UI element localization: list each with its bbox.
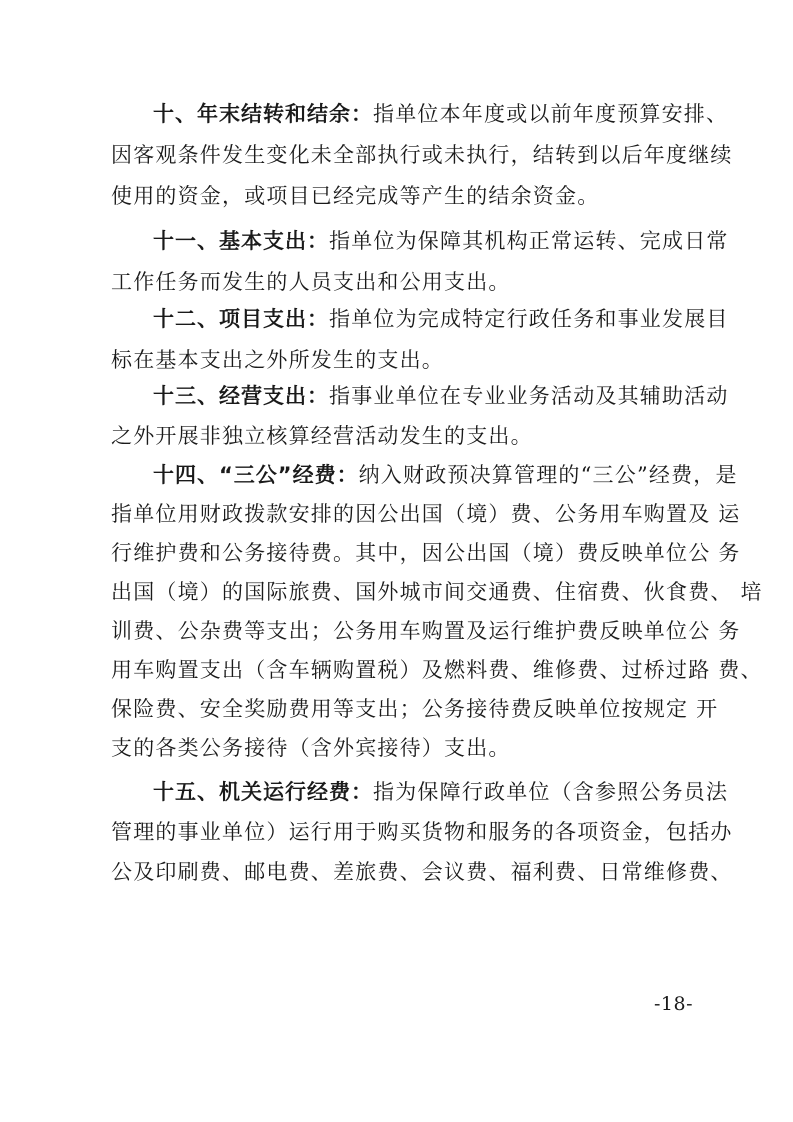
section-11-line-1 xyxy=(153,223,729,259)
section-13-term: 十三、经营支出： xyxy=(153,384,329,408)
section-12-line-2: 标在基本支出之外所发生的支出。 xyxy=(111,348,444,372)
section-10-line-2: 因客观条件发生变化未全部执行或未执行，结转到以后年度继续 xyxy=(111,143,733,167)
section-14-line-3: 行维护费和公务接待费。其中，因公出国（境）费反映单位公 务 xyxy=(111,541,741,565)
section-10-text: 指单位本年度或以前年度预算安排、 xyxy=(373,102,729,126)
section-11-text: 指单位为保障其机构正常运转、完成日常 xyxy=(329,229,729,253)
section-13-line-1 xyxy=(153,378,729,414)
section-14-line-2: 指单位用财政拨款安排的因公出国（境）费、公务用车购置及 运 xyxy=(111,502,741,526)
section-10-line-1 xyxy=(153,96,729,132)
page-number: -18- xyxy=(653,993,693,1015)
section-14-line-6: 用车购置支出（含车辆购置税）及燃料费、维修费、过桥过路 费、 xyxy=(111,658,763,682)
section-15-line-3: 公及印刷费、邮电费、差旅费、会议费、福利费、日常维修费、 xyxy=(111,860,733,884)
section-14-line-7: 保险费、安全奖励费用等支出；公务接待费反映单位按规定 开 xyxy=(111,697,719,721)
section-10-line-3: 使用的资金，或项目已经完成等产生的结余资金。 xyxy=(111,184,600,208)
section-13-text: 指事业单位在专业业务活动及其辅助活动 xyxy=(329,384,729,408)
section-11-line-2: 工作任务而发生的人员支出和公用支出。 xyxy=(111,270,511,294)
section-13-line-2: 之外开展非独立核算经营活动发生的支出。 xyxy=(111,424,533,448)
section-12-text: 指单位为完成特定行政任务和事业发展目 xyxy=(329,307,729,331)
section-15-line-1 xyxy=(153,774,729,810)
section-12-term: 十二、项目支出： xyxy=(153,307,329,331)
section-14-line-5: 训费、公杂费等支出；公务用车购置及运行维护费反映单位公 务 xyxy=(111,619,741,643)
section-14-text: 纳入财政预决算管理的“三公”经费，是 xyxy=(358,463,738,487)
section-15-term: 十五、机关运行经费： xyxy=(153,780,373,804)
section-14-line-1 xyxy=(153,457,738,493)
section-10-term: 十、年末结转和结余： xyxy=(153,102,373,126)
section-14-line-8: 支的各类公务接待（含外宾接待）支出。 xyxy=(111,736,511,760)
section-14-line-4: 出国（境）的国际旅费、国外城市间交通费、住宿费、伙食费、 培 xyxy=(111,580,763,604)
section-15-line-2: 管理的事业单位）运行用于购买货物和服务的各项资金，包括办 xyxy=(111,820,733,844)
section-11-term: 十一、基本支出： xyxy=(153,229,329,253)
section-12-line-1 xyxy=(153,301,729,337)
section-14-term: 十四、“三公”经费： xyxy=(153,463,359,487)
section-15-text: 指为保障行政单位（含参照公务员法 xyxy=(373,780,729,804)
